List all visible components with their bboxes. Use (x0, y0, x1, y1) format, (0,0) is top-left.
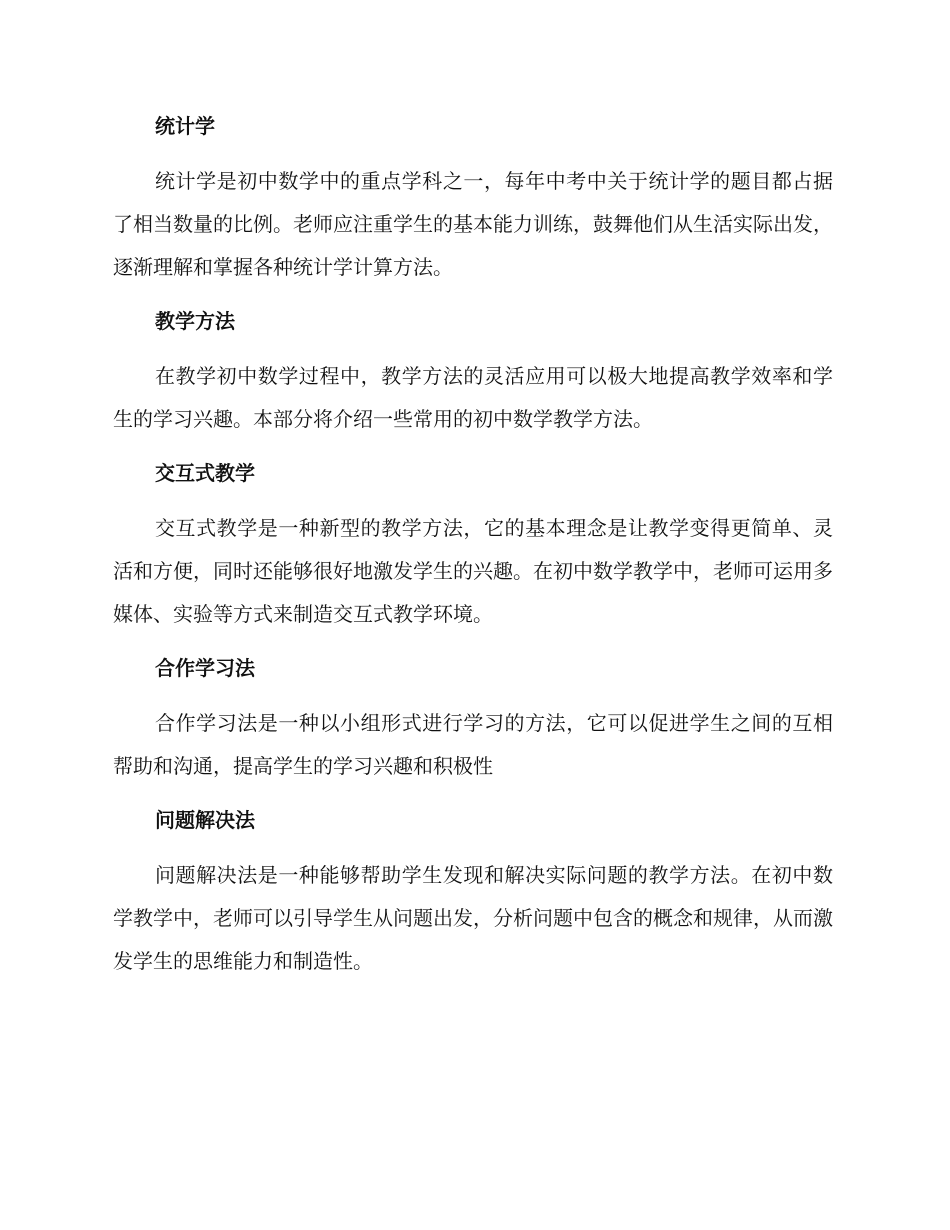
section-heading-interactive-teaching: 交互式教学 (155, 461, 255, 485)
section-heading-cooperative-learning: 合作学习法 (155, 656, 255, 680)
section-heading-teaching-methods: 教学方法 (155, 309, 235, 333)
section-heading-problem-solving: 问题解决法 (155, 808, 255, 832)
section-body-statistics: 统计学是初中数学中的重点学科之一，每年中考中关于统计学的题目都占据了相当数量的比例。老师应注重学生的基本能力训练，鼓舞他们从生活实际出发，逐渐理解和掌握各种统计学计算方法。 (113, 169, 833, 279)
document-content (113, 106, 833, 995)
section-body-interactive-teaching: 交互式教学是一种新型的教学方法，它的基本理念是让教学变得更简单、灵活和方便，同时还能够很好地激发学生的兴趣。在初中数学教学中，老师可运用多媒体、实验等方式来制造交互式教学环境。 (113, 516, 833, 626)
section-heading-statistics: 统计学 (155, 114, 215, 138)
section-body-problem-solving: 问题解决法是一种能够帮助学生发现和解决实际问题的教学方法。在初中数学教学中，老师可以引导学生从问题出发，分析问题中包含的概念和规律，从而激发学生的思维能力和制造性。 (113, 863, 833, 973)
section-body-cooperative-learning: 合作学习法是一种以小组形式进行学习的方法，它可以促进学生之间的互相帮助和沟通，提高学生的学习兴趣和积极性 (113, 711, 833, 778)
section-body-teaching-methods: 在教学初中数学过程中，教学方法的灵活应用可以极大地提高教学效率和学生的学习兴趣。本部分将介绍一些常用的初中数学教学方法。 (113, 364, 833, 431)
